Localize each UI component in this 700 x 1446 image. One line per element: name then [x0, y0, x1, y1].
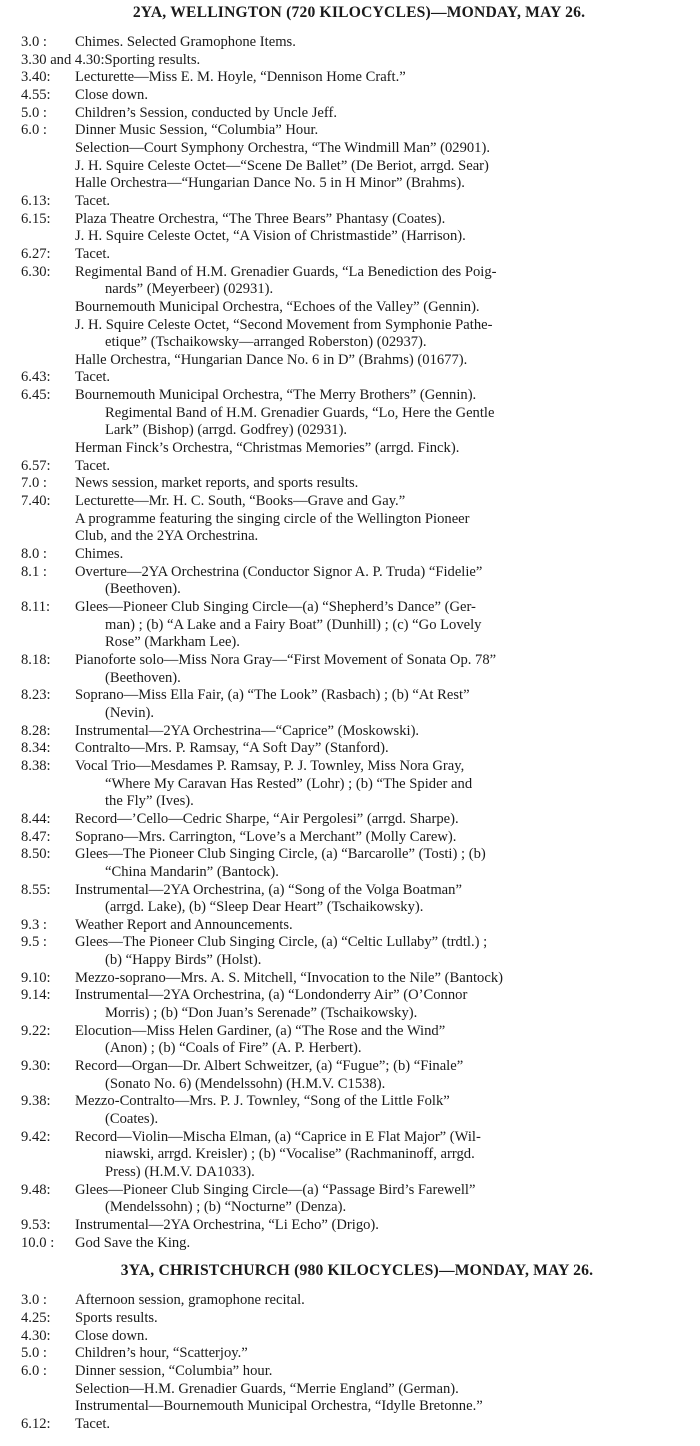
entry-time: 8.1 :	[21, 563, 47, 580]
entry-body	[75, 1023, 692, 1058]
entry-text: Children’s hour, “Scatterjoy.”	[75, 1345, 248, 1362]
entry-continuation-line: (Beethoven).	[105, 669, 181, 686]
programme-entry	[21, 970, 692, 988]
entry-body	[75, 1182, 692, 1217]
programme-entry	[21, 1129, 692, 1182]
entry-body	[75, 652, 692, 687]
entry-body	[75, 987, 692, 1022]
entry-text: Plaza Theatre Orchestra, “The Three Bears” Phantasy (Coates).	[75, 210, 446, 227]
programme-entry	[21, 564, 692, 599]
entry-time: 7.0 :	[21, 475, 47, 492]
entry-body	[75, 264, 692, 299]
entry-time: 8.47:	[21, 828, 51, 845]
entry-time: 4.30:	[21, 1327, 51, 1344]
programme-entry	[21, 599, 692, 652]
programme-sub-item: J. H. Squire Celeste Octet, “A Vision of Christmastide” (Harrison).	[75, 228, 466, 245]
programme-entry	[21, 52, 692, 70]
entry-body	[75, 934, 692, 969]
entry-body	[75, 687, 692, 722]
programme-entry	[21, 264, 692, 299]
entry-continuation-line: Morris) ; (b) “Don Juan’s Serenade” (Tschaikowsky).	[105, 1005, 418, 1022]
entry-body	[75, 1328, 692, 1346]
programme-entry	[21, 193, 692, 211]
entry-text: Overture—2YA Orchestrina (Conductor Signor A. P. Truda) “Fidelie”	[75, 563, 483, 580]
programme-entry	[21, 475, 692, 493]
programme-entry	[21, 829, 692, 847]
entry-text: God Save the King.	[75, 1234, 191, 1251]
entry-continuation-line: (Coates).	[105, 1111, 159, 1128]
entry-continuation-line: Rose” (Markham Lee).	[105, 634, 240, 651]
entry-continuation-line: Regimental Band of H.M. Grenadier Guards, “Lo, Here the Gentle	[105, 404, 495, 421]
entry-text: Chimes.	[75, 546, 124, 563]
entry-time: 6.43:	[21, 369, 51, 386]
entry-text: Elocution—Miss Helen Gardiner, (a) “The Rose and the Wind”	[75, 1022, 446, 1039]
entry-body	[75, 122, 692, 140]
entry-body	[75, 1129, 692, 1182]
entry-text: Dinner Music Session, “Columbia” Hour.	[75, 122, 319, 139]
programme-list-3ya	[0, 1292, 700, 1433]
entry-body	[75, 829, 692, 847]
programme-entry	[21, 1345, 692, 1363]
programme-entry	[21, 34, 692, 52]
programme-entry	[21, 1310, 692, 1328]
entry-continuation-line: the Fly” (Ives).	[105, 793, 194, 810]
programme-entry	[21, 122, 692, 140]
entry-text: Vocal Trio—Mesdames P. Ramsay, P. J. Townley, Miss Nora Gray,	[75, 757, 465, 774]
entry-text: Record—Organ—Dr. Albert Schweitzer, (a) “Fugue”; (b) “Finale”	[75, 1058, 464, 1075]
programme-entry	[21, 546, 692, 564]
programme-continuation-line: Lark” (Bishop) (arrgd. Godfrey) (02931).	[105, 422, 348, 439]
entry-text: Mezzo-soprano—Mrs. A. S. Mitchell, “Invocation to the Nile” (Bantock)	[75, 969, 503, 986]
programme-sub-item: Herman Finck’s Orchestra, “Christmas Memories” (arrgd. Finck).	[75, 440, 460, 457]
entry-text: Sporting results.	[104, 51, 201, 68]
programme-entry	[21, 458, 692, 476]
programme-entry	[21, 1182, 692, 1217]
entry-text: News session, market reports, and sports results.	[75, 475, 359, 492]
entry-time: 10.0 :	[21, 1234, 55, 1251]
entry-time: 9.42:	[21, 1128, 51, 1145]
entry-time: 9.38:	[21, 1093, 51, 1110]
entry-text: Chimes. Selected Gramophone Items.	[75, 34, 296, 50]
entry-body	[75, 846, 692, 881]
entry-body	[105, 52, 692, 70]
programme-entry	[21, 1217, 692, 1235]
programme-entry	[21, 987, 692, 1022]
entry-time: 8.50:	[21, 846, 51, 863]
programme-entry	[21, 917, 692, 935]
entry-body	[75, 458, 692, 476]
programme-entry	[21, 1363, 692, 1381]
entry-continuation-line: “Where My Caravan Has Rested” (Lohr) ; (b) “The Spider and	[105, 775, 473, 792]
programme-entry	[21, 723, 692, 741]
entry-text: Record—Violin—Mischa Elman, (a) “Caprice in E Flat Major” (Wil-	[75, 1128, 481, 1145]
programme-sub-item: Selection—H.M. Grenadier Guards, “Merrie England” (German).	[75, 1380, 459, 1397]
entry-time: 9.5 :	[21, 934, 47, 951]
entry-body	[75, 1345, 692, 1363]
entry-body	[75, 758, 692, 811]
entry-continuation-line: (Sonato No. 6) (Mendelssohn) (H.M.V. C1538).	[105, 1075, 386, 1092]
programme-entry	[21, 246, 692, 264]
entry-body	[75, 599, 692, 652]
entry-time: 8.18:	[21, 651, 51, 668]
entry-text: Close down.	[75, 86, 148, 103]
entry-time: 9.10:	[21, 969, 51, 986]
entry-time: 6.12:	[21, 1415, 51, 1432]
entry-text: Regimental Band of H.M. Grenadier Guards, “La Benediction des Poig-	[75, 263, 497, 280]
entry-continuation-line: niawski, arrgd. Kreisler) ; (b) “Vocalise” (Rachmaninoff, arrgd.	[105, 1146, 475, 1163]
entry-continuation-line: (Mendelssohn) ; (b) “Nocturne” (Denza).	[105, 1199, 347, 1216]
entry-text: Record—’Cello—Cedric Sharpe, “Air Pergolesi” (arrgd. Sharpe).	[75, 810, 459, 827]
entry-text: Glees—The Pioneer Club Singing Circle, (a) “Barcarolle” (Tosti) ; (b)	[75, 846, 486, 863]
entry-text: Afternoon session, gramophone recital.	[75, 1292, 305, 1309]
entry-continuation-line: (Beethoven).	[105, 581, 181, 598]
entry-time: 8.11:	[21, 599, 51, 615]
programme-sub-item: J. H. Squire Celeste Octet—“Scene De Ballet” (De Beriot, arrgd. Sear)	[75, 157, 489, 174]
entry-text: Weather Report and Announcements.	[75, 916, 293, 933]
entry-time: 5.0 :	[21, 104, 47, 121]
entry-text: Instrumental—2YA Orchestrina, (a) “Londonderry Air” (O’Connor	[75, 987, 468, 1004]
entry-body	[75, 740, 692, 758]
entry-body	[75, 970, 692, 988]
programme-sub-item: Instrumental—Bournemouth Municipal Orchestra, “Idylle Bretonne.”	[75, 1398, 483, 1415]
entry-body	[75, 475, 692, 493]
entry-body	[75, 193, 692, 211]
entry-body	[75, 246, 692, 264]
entry-body	[75, 564, 692, 599]
entry-time: 6.30:	[21, 263, 51, 280]
entry-text: Tacet.	[75, 1415, 111, 1432]
programme-entry	[21, 934, 692, 969]
entry-time: 8.55:	[21, 881, 51, 898]
entry-time: 8.0 :	[21, 546, 47, 563]
entry-text: Glees—Pioneer Club Singing Circle—(a) “Shepherd’s Dance” (Ger-	[75, 599, 476, 615]
programme-sub-item: Selection—Court Symphony Orchestra, “The Windmill Man” (02901).	[75, 139, 490, 156]
entry-text: Instrumental—2YA Orchestrina, (a) “Song of the Volga Boatman”	[75, 881, 462, 898]
programme-entry	[21, 1416, 692, 1434]
programme-entry	[21, 811, 692, 829]
programme-entry	[21, 105, 692, 123]
programme-entry	[21, 652, 692, 687]
entry-continuation-line: “China Mandarin” (Bantock).	[105, 863, 279, 880]
entry-text: Tacet.	[75, 457, 111, 474]
entry-time: 8.34:	[21, 740, 51, 757]
entry-body	[75, 105, 692, 123]
programme-entry	[21, 87, 692, 105]
programme-sub-item: A programme featuring the singing circle of the Wellington Pioneer	[75, 510, 470, 527]
programme-entry	[21, 1023, 692, 1058]
entry-continuation-line: (arrgd. Lake), (b) “Sleep Dear Heart” (Tschaikowsky).	[105, 899, 424, 916]
entry-text: Soprano—Mrs. Carrington, “Love’s a Merchant” (Molly Carew).	[75, 828, 457, 845]
entry-time: 4.25:	[21, 1309, 51, 1326]
entry-text: Soprano—Miss Ella Fair, (a) “The Look” (Rasbach) ; (b) “At Rest”	[75, 687, 470, 704]
entry-text: Tacet.	[75, 245, 111, 262]
entry-continuation-line: (b) “Happy Birds” (Holst).	[105, 952, 262, 969]
programme-entry	[21, 1328, 692, 1346]
entry-time: 6.0 :	[21, 1362, 47, 1379]
programme-entry	[21, 740, 692, 758]
programme-list-2ya	[0, 34, 700, 1252]
entry-body	[75, 34, 692, 52]
entry-time: 9.30:	[21, 1058, 51, 1075]
programme-entry	[21, 1093, 692, 1128]
entry-time: 6.45:	[21, 387, 51, 404]
entry-text: Lecturette—Mr. H. C. South, “Books—Grave and Gay.”	[75, 493, 406, 510]
entry-time: 9.53:	[21, 1216, 51, 1233]
programme-entry	[21, 1058, 692, 1093]
entry-time: 9.48:	[21, 1181, 51, 1198]
entry-text: Instrumental—2YA Orchestrina—“Caprice” (Moskowski).	[75, 722, 420, 739]
programme-sub-item: J. H. Squire Celeste Octet, “Second Movement from Symphonie Pathe-	[75, 316, 493, 333]
entry-body	[75, 369, 692, 387]
entry-body	[75, 1093, 692, 1128]
programme-entry	[21, 493, 692, 511]
entry-time: 7.40:	[21, 493, 51, 510]
entry-body	[75, 69, 692, 87]
programme-entry	[21, 846, 692, 881]
entry-body	[75, 1310, 692, 1328]
entry-time: 4.55:	[21, 86, 51, 103]
entry-time: 6.13:	[21, 192, 51, 209]
programme-entry	[21, 1235, 692, 1253]
programme-entry	[21, 211, 692, 229]
entry-time: 9.22:	[21, 1022, 51, 1039]
entry-body	[75, 211, 692, 229]
entry-body	[75, 387, 692, 422]
entry-text: Sports results.	[75, 1309, 158, 1326]
entry-time: 8.28:	[21, 722, 51, 739]
entry-body	[75, 1217, 692, 1235]
entry-body	[75, 1292, 692, 1310]
programme-entry	[21, 758, 692, 811]
entry-time: 8.23:	[21, 687, 51, 704]
programme-entry	[21, 1292, 692, 1310]
programme-sub-item: Halle Orchestra—“Hungarian Dance No. 5 in H Minor” (Brahms).	[75, 175, 465, 192]
entry-time: 3.0 :	[21, 1292, 47, 1309]
entry-body	[75, 87, 692, 105]
entry-time: 8.38:	[21, 757, 51, 774]
entry-text: Mezzo-Contralto—Mrs. P. J. Townley, “Song of the Little Folk”	[75, 1093, 450, 1110]
entry-time: 3.40:	[21, 69, 51, 86]
entry-body	[75, 546, 692, 564]
entry-continuation-line: man) ; (b) “A Lake and a Fairy Boat” (Dunhill) ; (c) “Go Lovely	[105, 616, 482, 633]
entry-time: 6.0 :	[21, 122, 47, 139]
entry-text: Pianoforte solo—Miss Nora Gray—“First Movement of Sonata Op. 78”	[75, 651, 497, 668]
entry-text: Tacet.	[75, 192, 111, 209]
programme-entry	[21, 882, 692, 917]
entry-time: 8.44:	[21, 810, 51, 827]
entry-body	[75, 1416, 692, 1434]
entry-text: Contralto—Mrs. P. Ramsay, “A Soft Day” (Stanford).	[75, 740, 389, 757]
entry-body	[75, 1363, 692, 1381]
entry-text: Glees—Pioneer Club Singing Circle—(a) “Passage Bird’s Farewell”	[75, 1181, 476, 1198]
entry-continuation-line: Press) (H.M.V. DA1033).	[105, 1164, 255, 1180]
programme-sub-item: Halle Orchestra, “Hungarian Dance No. 6 in D” (Brahms) (01677).	[75, 351, 468, 368]
entry-body	[75, 882, 692, 917]
station-heading-2ya: 2YA, WELLINGTON (720 KILOCYCLES)—MONDAY, MAY 26.	[132, 4, 586, 21]
entry-body	[75, 723, 692, 741]
entry-time: 3.30 and 4.30:	[21, 51, 105, 68]
entry-body	[75, 811, 692, 829]
entry-time: 6.57:	[21, 457, 51, 474]
entry-continuation-line: (Anon) ; (b) “Coals of Fire” (A. P. Herbert).	[105, 1040, 362, 1057]
entry-text: Instrumental—2YA Orchestrina, “Li Echo” (Drigo).	[75, 1216, 379, 1233]
programme-sub-item: Bournemouth Municipal Orchestra, “Echoes of the Valley” (Gennin).	[75, 298, 480, 315]
entry-body	[75, 917, 692, 935]
entry-body	[75, 1058, 692, 1093]
entry-time: 9.14:	[21, 987, 51, 1004]
programme-sub-item: Club, and the 2YA Orchestrina.	[75, 528, 259, 545]
entry-text: Dinner session, “Columbia” hour.	[75, 1362, 273, 1379]
entry-text: Close down.	[75, 1327, 148, 1344]
programme-continuation-line: etique” (Tschaikowsky—arranged Roberston) (02937).	[105, 334, 427, 351]
programme-entry	[21, 369, 692, 387]
programme-entry	[21, 687, 692, 722]
entry-text: Bournemouth Municipal Orchestra, “The Merry Brothers” (Gennin).	[75, 387, 477, 404]
station-heading-3ya: 3YA, CHRISTCHURCH (980 KILOCYCLES)—MONDAY, MAY 26.	[120, 1262, 594, 1280]
entry-time: 3.0 :	[21, 34, 47, 50]
entry-continuation-line: nards” (Meyerbeer) (02931).	[105, 281, 274, 298]
entry-body	[75, 1235, 692, 1253]
entry-text: Glees—The Pioneer Club Singing Circle, (a) “Celtic Lullaby” (trdtl.) ;	[75, 934, 488, 951]
entry-text: Tacet.	[75, 369, 111, 386]
entry-time: 6.15:	[21, 210, 51, 227]
programme-entry	[21, 69, 692, 87]
entry-body	[75, 493, 692, 511]
entry-continuation-line: (Nevin).	[105, 704, 155, 721]
programme-entry	[21, 387, 692, 422]
entry-time: 6.27:	[21, 245, 51, 262]
entry-time: 5.0 :	[21, 1345, 47, 1362]
entry-text: Children’s Session, conducted by Uncle Jeff.	[75, 104, 337, 121]
entry-time: 9.3 :	[21, 916, 47, 933]
entry-text: Lecturette—Miss E. M. Hoyle, “Dennison Home Craft.”	[75, 69, 406, 86]
